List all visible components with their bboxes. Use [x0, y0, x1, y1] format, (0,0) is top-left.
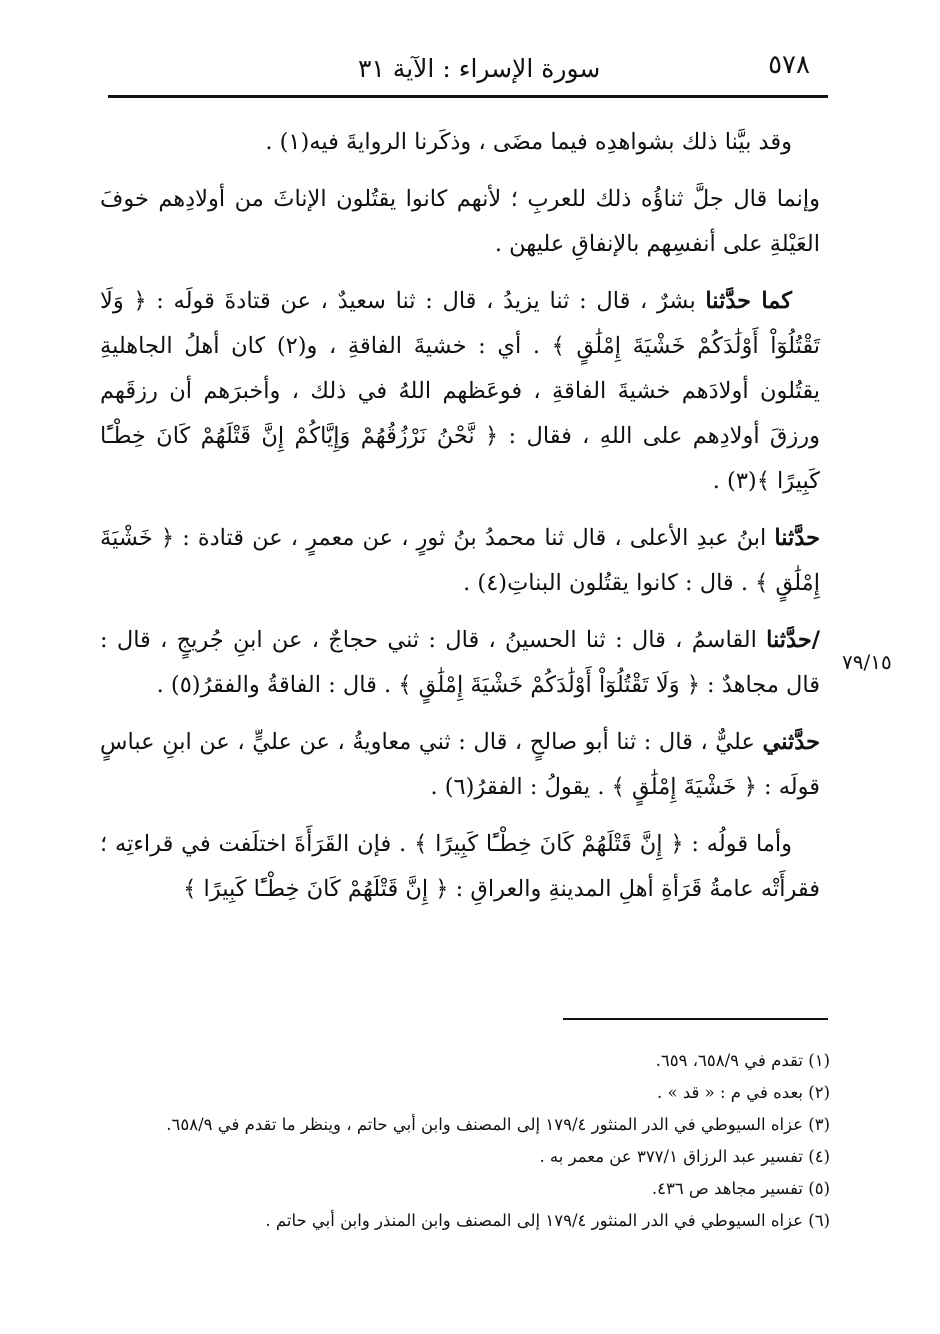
hadith-lead: حدَّثني: [762, 729, 820, 755]
paragraph-text: ابنُ عبدِ الأعلى ، قال ثنا محمدُ بنُ ثورٍ ، عن معمرٍ ، عن قتادة : ﴿ خَشْيَةَ إِمْلَٰقٍ ﴾ . قال : كانوا يقتُلون البناتِ(٤) .: [100, 525, 820, 596]
paragraph: [100, 720, 820, 810]
hadith-lead: حدَّثنا: [774, 525, 820, 551]
paragraph-text: القاسمُ ، قال : ثنا الحسينُ ، قال : ثني حجاجٌ ، عن ابنِ جُريجٍ ، قال : قال مجاهدٌ : ﴿ وَلَا تَقْتُلُوٓاْ أَوْلَٰدَكُمْ خَشْيَةَ إِمْلَٰقٍ ﴾ . قال : الفاقةُ والفقرُ(٥) .: [100, 627, 820, 698]
paragraph: [100, 120, 820, 165]
main-text: [100, 120, 820, 924]
hadith-lead: كما حدَّثنا: [705, 288, 792, 314]
running-title: سورة الإسراء : الآية ٣١: [358, 54, 601, 83]
paragraph-text: بشرٌ ، قال : ثنا يزيدُ ، قال : ثنا سعيدٌ ، عن قتادةَ قولَه : ﴿ وَلَا تَقْتُلُوٓاْ أَوْلَٰدَكُمْ خَشْيَةَ إِمْلَٰقٍ ﴾ . أي : خشيةَ الفاقةِ ، و(٢) كان أهلُ الجاهليةِ يقتُلون أولادَهم خشيةَ الفاقةِ ، فوعَظهم اللهُ في ذلك ، وأخبرَهم أن رزقَهم ورزقَ أولادِهم على اللهِ ، فقال : ﴿ نَّحْنُ نَرْزُقُهُمْ وَإِيَّاكُمْ إِنَّ قَتْلَهُمْ كَانَ خِطْـًٔا كَبِيرًا ﴾(٣) .: [100, 288, 820, 494]
paragraph-text: عليٌّ ، قال : ثنا أبو صالحٍ ، قال : ثني معاويةُ ، عن عليٍّ ، عن ابنِ عباسٍ قولَه : ﴿ خَشْيَةَ إِمْلَٰقٍ ﴾ . يقولُ : الفقرُ(٦) .: [100, 729, 820, 800]
hadith-lead: /حدَّثنا: [766, 627, 820, 653]
margin-reference: ٧٩/١٥: [842, 650, 892, 674]
paragraph: [100, 618, 820, 708]
paragraph: [100, 822, 820, 912]
paragraph: [100, 177, 820, 267]
footnote: (٢) بعده في م : « قد » .: [657, 1083, 830, 1102]
paragraph-text: وإنما قال جلَّ ثناؤُه ذلك للعربِ ؛ لأنهم كانوا يقتُلون الإناثَ من أولادِهم خوفَ العَيْلةِ على أنفسِهم بالإنفاقِ عليهن .: [100, 186, 820, 257]
page-header: [108, 40, 828, 96]
paragraph-text: وقد بيَّنا ذلك بشواهدِه فيما مضَى ، وذكَرنا الروايةَ فيه(١) .: [265, 129, 792, 155]
header-rule: [108, 95, 828, 98]
footnote: (٣) عزاه السيوطي في الدر المنثور ١٧٩/٤ إلى المصنف وابن أبي حاتم ، وينظر ما تقدم في ٦٥٨/٩.: [166, 1115, 830, 1134]
paragraph-text: وأما قولُه : ﴿ إِنَّ قَتْلَهُمْ كَانَ خِطْـًٔا كَبِيرًا ﴾ . فإن القَرَأَةَ اختلَفت في قراءتِه ؛ فقرأَتْه عامةُ قَرَأةِ أهلِ المدينةِ والعراقِ : ﴿ إِنَّ قَتْلَهُمْ كَانَ خِطْـًٔا كَبِيرًا ﴾: [100, 831, 820, 902]
paragraph: [100, 516, 820, 606]
footnote-rule: [563, 1018, 828, 1020]
footnote: (٤) تفسير عبد الرزاق ٣٧٧/١ عن معمر به .: [539, 1147, 830, 1166]
page-number: ٥٧٨: [768, 50, 810, 80]
footnotes: [130, 1045, 830, 1237]
footnote: (١) تقدم في ٦٥٨/٩، ٦٥٩.: [655, 1051, 830, 1070]
footnote: (٥) تفسير مجاهد ص ٤٣٦.: [651, 1179, 830, 1198]
paragraph: [100, 279, 820, 504]
footnote: (٦) عزاه السيوطي في الدر المنثور ١٧٩/٤ إلى المصنف وابن المنذر وابن أبي حاتم .: [265, 1211, 830, 1230]
